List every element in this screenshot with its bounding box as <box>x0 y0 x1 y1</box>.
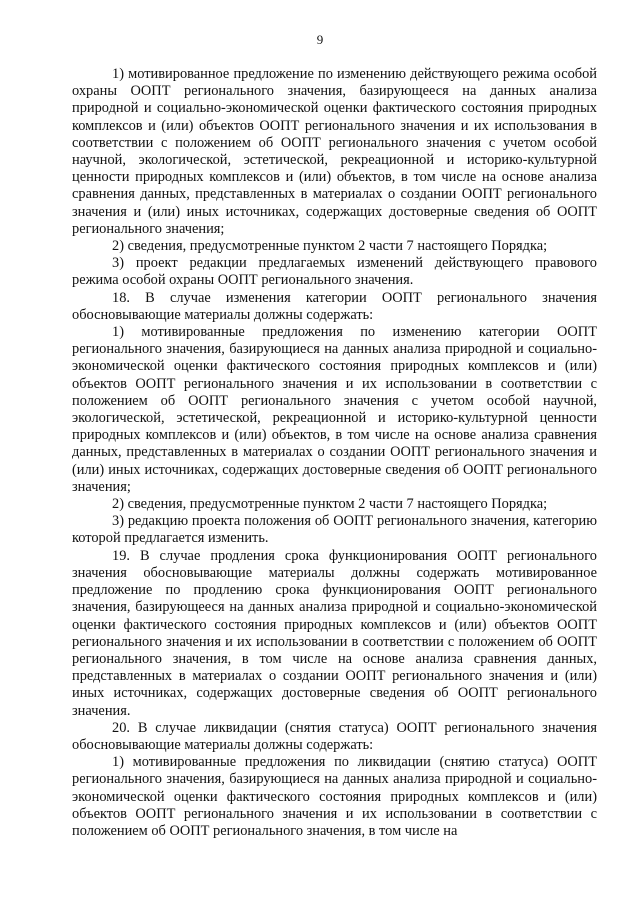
paragraph-9: 20. В случае ликвидации (снятия статуса) ООПТ регионального значения обосновывающие материалы должны содержать: <box>72 719 597 753</box>
paragraph-8: 19. В случае продления срока функционирования ООПТ регионального значения обосновывающие материалы должны содержать мотивированное предложение по продлению срока функционирования ООПТ регионального значения, базирующееся на данных анализа природной и социально-экономической оценки фактического состояния природных комплексов и (или) объектов ООПТ регионального значения и их использовании в соответствии с положением об ООПТ регионального значения, в том числе на основе анализа сравнения данных, представленных в материалах о создании ООПТ регионального значения и (или) иных источниках, содержащих достоверные сведения об ООПТ регионального значения. <box>72 547 597 719</box>
paragraph-3: 3) проект редакции предлагаемых изменений действующего правового режима особой охраны ООПТ регионального значения. <box>72 255 597 289</box>
paragraph-2: 2) сведения, предусмотренные пунктом 2 части 7 настоящего Порядка; <box>112 238 548 255</box>
paragraph-5: 1) мотивированные предложения по изменению категории ООПТ регионального значения, базирующиеся на данных анализа природной и социально-экономической оценки фактического состояния природных комплексов и (или) объектов ООПТ регионального значения и их использовании в соответствии с положением об ООПТ регионального значения с учетом особой научной, экологической, эстетической, рекреационной и историко-культурной ценности природных комплексов и (или) объектов, в том числе на основе анализа сравнения данных, представленных в материалах о создании ООПТ регионального значения и (или) иных источниках, содержащих достоверные сведения об ООПТ регионального значения; <box>72 324 597 495</box>
paragraph-7: 3) редакцию проекта положения об ООПТ регионального значения, категорию которой предлагается изменить. <box>72 513 597 547</box>
paragraph-1: 1) мотивированное предложение по изменению действующего режима особой охраны ООПТ регионального значения, базирующееся на данных анализа природной и социально-экономической оценки фактического состояния природных комплексов и (или) объектов ООПТ регионального значения и их использования в соответствии с положением об ООПТ регионального значения с учетом особой научной, экологической, эстетической, рекреационной и историко-культурной ценности природных комплексов и (или) объектов, в том числе на основе анализа сравнения данных, представленных в материалах о создании ООПТ регионального значения и (или) иных источниках, содержащих достоверные сведения об ООПТ регионального значения; <box>72 66 597 237</box>
paragraph-6: 2) сведения, предусмотренные пунктом 2 части 7 настоящего Порядка; <box>112 496 548 513</box>
document-body <box>72 66 597 840</box>
paragraph-4: 18. В случае изменения категории ООПТ регионального значения обосновывающие материалы должны содержать: <box>72 289 597 323</box>
page-number: 9 <box>316 32 324 47</box>
paragraph-10: 1) мотивированные предложения по ликвидации (снятию статуса) ООПТ регионального значения, базирующиеся на данных анализа природной и социально-экономической оценки фактического состояния природных комплексов и (или) объектов ООПТ регионального значения и их использовании в соответствии с положением об ООПТ регионального значения, в том числе на <box>72 754 597 839</box>
